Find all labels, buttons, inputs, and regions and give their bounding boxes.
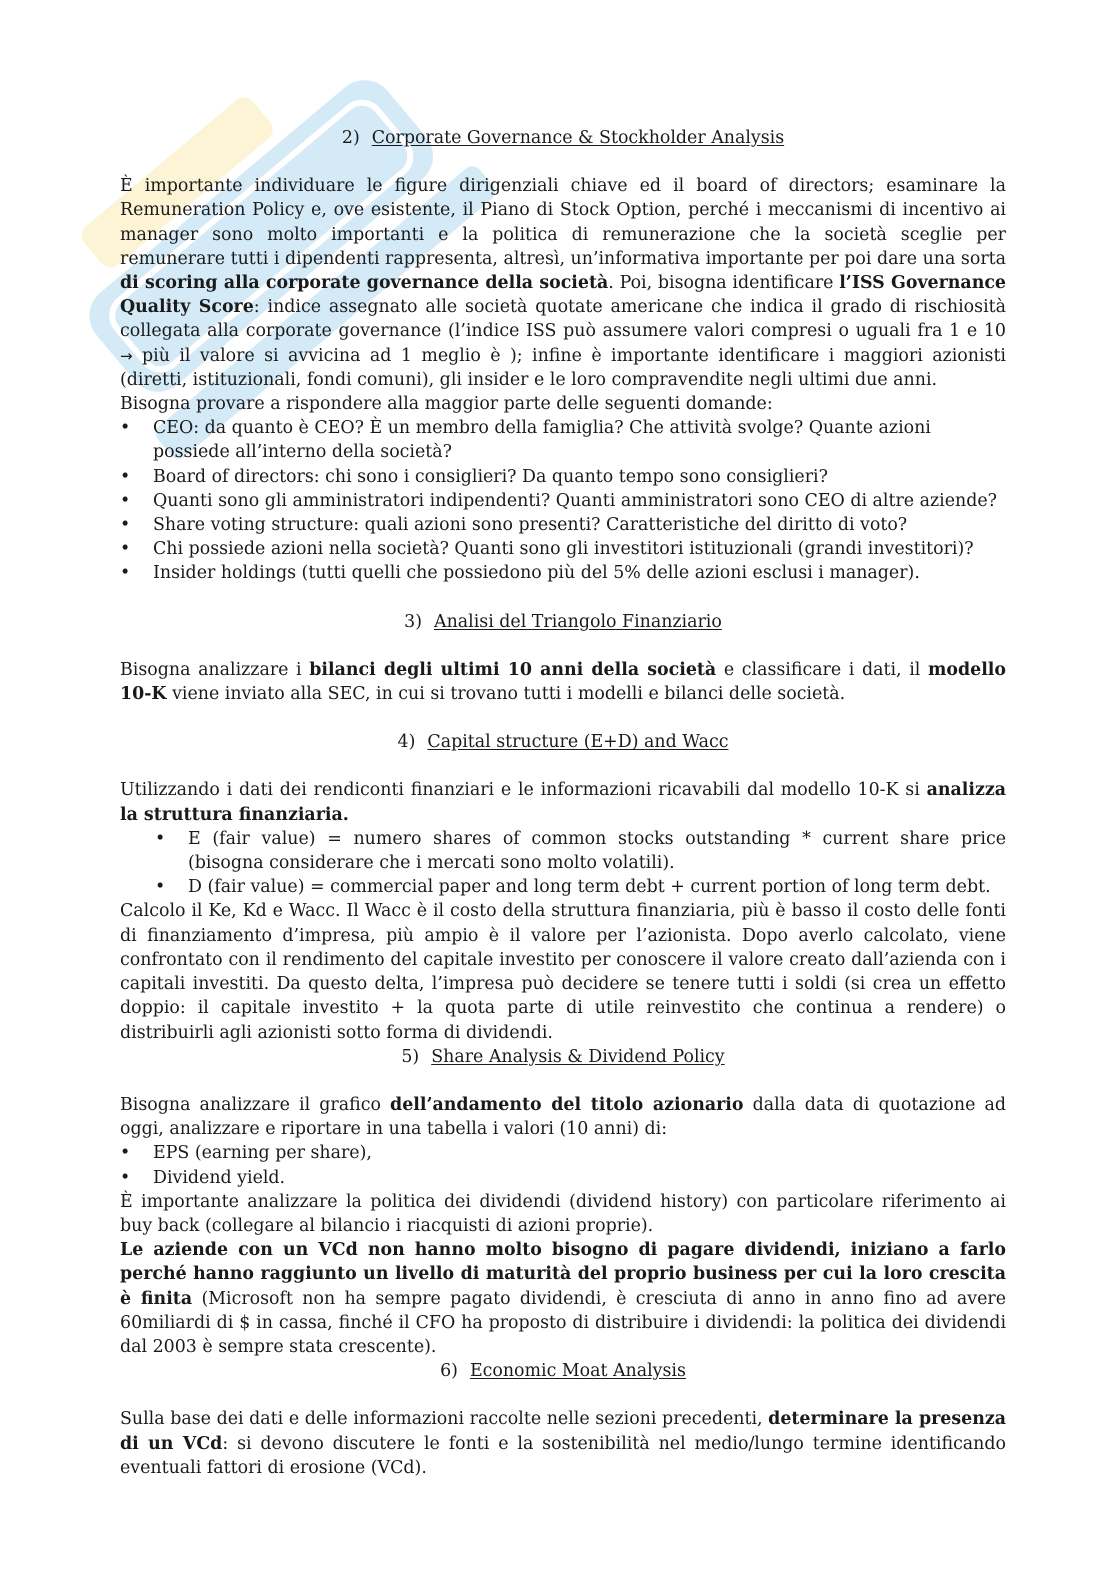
- section-title: Economic Moat Analysis: [469, 1361, 686, 1382]
- share-values-list: [120, 1141, 1006, 1189]
- section-heading-3: [120, 610, 1006, 634]
- list-item: • Insider holdings (tutti quelli che possiedono più del 5% delle azioni esclusi i manager).: [120, 561, 1006, 585]
- document-content: [120, 126, 1006, 1480]
- paragraph-governance: È importante individuare le figure dirigenziali chiave ed il board of directors; esaminare la Remuneration Policy e, ove esistente, il Piano di Stock Option, perché i meccanismi di incentivo ai manager sono molto importanti e la politica di remunerazione che la società sceglie per remunerare tutti i dipendenti rappresenta, altresì, un’informativa importante per poi dare una sorta di scoring alla corporate governance della società. Poi, bisogna identificare l’ISS Governance Quality Score: indice assegnato alle società quotate americane che indica il grado di rischiosità collegata alla corporate governance (l’indice ISS può assumere valori compresi o uguali fra 1 e 10 → più il valore si avvicina ad 1 meglio è ); infine è importante identificare i maggiori azionisti (diretti, istituzionali, fondi comuni), gli insider e le loro compravendite negli ultimi due anni.: [120, 176, 1006, 390]
- section-title: Corporate Governance & Stockholder Analysis: [371, 128, 785, 148]
- section-title: Share Analysis & Dividend Policy: [431, 1046, 725, 1067]
- list-item: • Dividend yield.: [120, 1166, 1006, 1190]
- paragraph-moat: Sulla base dei dati e delle informazioni raccolte nelle sezioni precedenti, determinare la presenza di un VCd: si devono discutere le fonti e la sostenibilità nel medio/lungo termine identificando eventuali fattori di erosione (VCd).: [120, 1409, 1006, 1478]
- section-title: Capital structure (E+D) and Wacc: [427, 732, 729, 753]
- section-number: 4): [397, 732, 416, 753]
- paragraph-questions-intro: Bisogna provare a rispondere alla maggior parte delle seguenti domande:: [120, 394, 773, 415]
- fair-value-list: [120, 827, 1006, 900]
- paragraph-wacc: Calcolo il Ke, Kd e Wacc. Il Wacc è il costo della struttura finanziaria, più è basso il costo delle fonti di finanziamento d’impresa, più ampio è il valore per l’azionista. Dopo averlo calcolato, viene confrontato con il rendimento del capitale investito per conoscere il valore creato dall’azienda con i capitali investiti. Da questo delta, l’impresa può decidere se tenere tutti i soldi (si crea un effetto doppio: il capitale investito + la quota parte di utile reinvestito che continua a rendere) o distribuirli agli azionisti sotto forma di dividendi.: [120, 901, 1006, 1043]
- section-heading-4: [120, 730, 1006, 754]
- list-item: • E (fair value) = numero shares of common stocks outstanding * current share price (bisogna considerare che i mercati sono molto volatili).: [120, 827, 1006, 875]
- section-number: 5): [401, 1046, 420, 1067]
- list-item: • Board of directors: chi sono i consiglieri? Da quanto tempo sono consiglieri?: [120, 465, 1006, 489]
- paragraph-vcd-dividends: Le aziende con un VCd non hanno molto bisogno di pagare dividendi, iniziano a farlo perché hanno raggiunto un livello di maturità del proprio business per cui la loro crescita è finita (Microsoft non ha sempre pagato dividendi, è cresciuta di anno in anno fino ad avere 60miliardi di $ in cassa, finché il CFO ha proposto di distribuire i dividendi: la politica dei dividendi dal 2003 è sempre stata crescente).: [120, 1240, 1006, 1357]
- paragraph-triangolo: Bisogna analizzare i bilanci degli ultimi 10 anni della società e classificare i dati, il modello 10-K viene inviato alla SEC, in cui si trovano tutti i modelli e bilanci delle società.: [120, 659, 1007, 705]
- list-item: • CEO: da quanto è CEO? È un membro della famiglia? Che attività svolge? Quante azioni possiede all’interno della società?: [120, 416, 1006, 464]
- list-item: • EPS (earning per share),: [120, 1141, 1006, 1165]
- section-number: 3): [404, 611, 423, 632]
- section-heading-6: [120, 1359, 1006, 1383]
- arrow-icon: →: [120, 346, 133, 365]
- section-number: 2): [341, 128, 360, 148]
- list-item: • D (fair value) = commercial paper and long term debt + current portion of long term debt.: [120, 875, 1006, 899]
- list-item: • Quanti sono gli amministratori indipendenti? Quanti amministratori sono CEO di altre aziende?: [120, 489, 1006, 513]
- paragraph-share-analysis: Bisogna analizzare il grafico dell’andamento del titolo azionario dalla data di quotazione ad oggi, analizzare e riportare in una tabella i valori (10 anni) di:: [120, 1094, 1006, 1140]
- section-number: 6): [440, 1361, 458, 1382]
- paragraph-capital-structure: Utilizzando i dati dei rendiconti finanziari e le informazioni ricavabili dal modello 10-K si analizza la struttura finanziaria.: [120, 780, 1006, 825]
- section-heading-5: [120, 1045, 1006, 1069]
- list-item: • Chi possiede azioni nella società? Quanti sono gli investitori istituzionali (grandi investitori)?: [120, 537, 1006, 561]
- questions-list: [120, 416, 1006, 585]
- list-item: • Share voting structure: quali azioni sono presenti? Caratteristiche del diritto di voto?: [120, 513, 1006, 537]
- section-title: Analisi del Triangolo Finanziario: [434, 611, 722, 632]
- section-heading-2: [120, 126, 1006, 150]
- paragraph-dividend-history: È importante analizzare la politica dei dividendi (dividend history) con particolare riferimento ai buy back (collegare al bilancio i riacquisti di azioni proprie).: [120, 1191, 1006, 1236]
